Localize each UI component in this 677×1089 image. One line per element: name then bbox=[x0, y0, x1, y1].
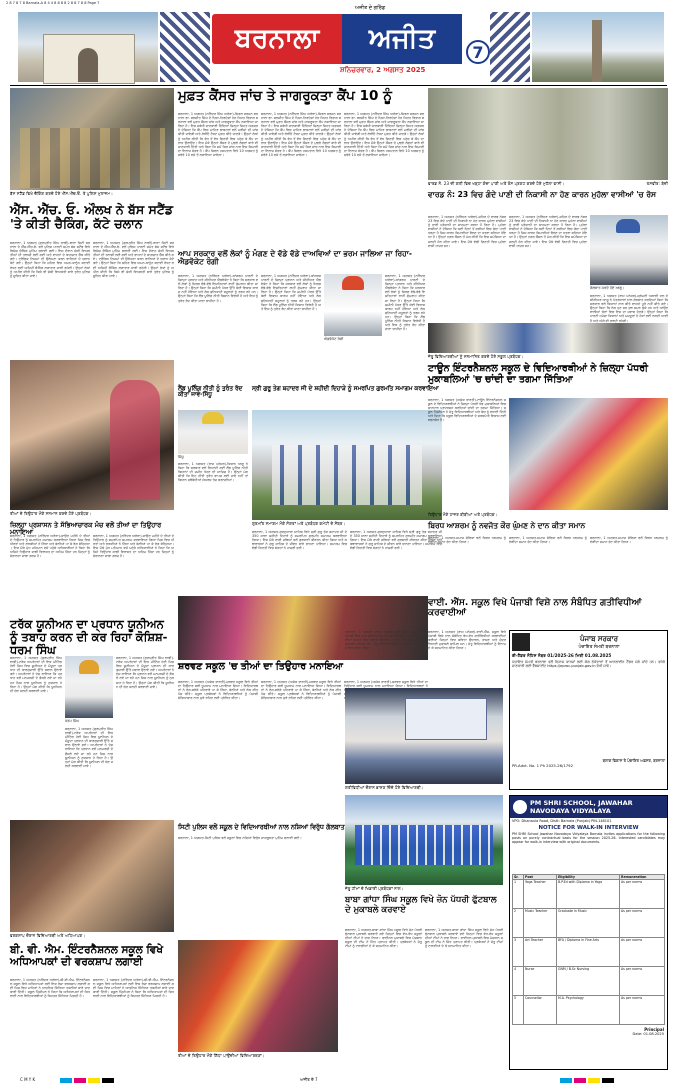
headline-shravan: ਸ਼ਰਵਣ ਸਕੂਲ 'ਚ ਤੀਆਂ ਦਾ ਤਿਉਹਾਰ ਮਨਾਇਆ bbox=[178, 661, 343, 672]
photo-gidha bbox=[178, 940, 338, 1052]
footer-strip: C M Y K ਅਜੀਤ ਦੇ 7 bbox=[0, 1075, 677, 1087]
headline-police-talk: ਸਿਟੀ ਪੁਲਿਸ ਵਲੋਂ ਸਕੂਲ ਦੇ ਵਿਦਿਆਰਥੀਆਂ ਨਾਲ ਨਸ਼ਿਆਂ ਵਿਰੁੱਧ ਗੱਲਬਾਤ bbox=[178, 824, 345, 831]
photo-leader bbox=[590, 215, 668, 285]
body-ward-col1: ਬਰਨਾਲਾ, 1 ਅਗਸਤ (ਨਰਿੰਦਰ ਅਰੋੜਾ)-ਸ਼ਹਿਰ ਦੇ ਵਾਰਡ ਨੰਬਰ 23 ਵਿਚ ਗੰਦੇ ਪਾਣੀ ਦੀ ਨਿਕਾਸੀ ਨਾ ਹੋਣ ਕਾਰਨ ਮੁਹੱਲਾ ਵਾਸੀਆਂ ਨੂੰ ਭਾਰੀ ਪ੍ਰੇਸ਼ਾਨੀ ਦਾ ਸਾਹਮਣਾ ਕਰਨਾ ਪੈ ਰਿਹਾ ਹੈ। ਮੁਹੱਲਾ ਵਾਸੀਆਂ ਨੇ ਦੱਸਿਆ ਕਿ ਕਈ ਦਿਨਾਂ ਤੋਂ ਗਲੀਆਂ ਵਿਚ ਗੰਦਾ ਪਾਣੀ ਖੜ੍ਹਾ ਹੈ ਜਿਸ ਕਾਰਨ ਬਿਮਾਰੀਆਂ ਫੈਲਣ ਦਾ ਖ਼ਤਰਾ ਬਣਿਆ ਹੋਇਆ ਹੈ। ਉਨ੍ਹਾਂ ਨਗਰ ਕੌਂਸਲ ਤੋਂ ਮੰਗ ਕੀਤੀ ਕਿ ਇਸ ਸਮੱਸਿਆ ਦਾ ਜਲਦੀ ਹੱਲ ਕੀਤਾ ਜਾਵੇ। ਇਸ ਮੌਕੇ ਵੱਡੀ ਗਿਣਤੀ ਵਿਚ ਮੁਹੱਲਾ ਵਾਸੀ ਹਾਜ਼ਰ ਸਨ। bbox=[428, 215, 506, 248]
clock-tower bbox=[592, 20, 602, 82]
body-police-talk: ਬਰਨਾਲਾ, 1 ਅਗਸਤ-ਸਿਟੀ ਪੁਲਿਸ ਵਲੋਂ ਸਕੂਲਾਂ ਵਿਚ ਨਸ਼ਿਆਂ ਵਿਰੁੱਧ ਜਾਗਰੂਕਤਾ ਮੁਹਿੰਮ ਚਲਾਈ ਗਈ। bbox=[178, 836, 302, 840]
headline-ys-school: ਵਾਈ. ਐੱਸ. ਸਕੂਲ ਵਿਖੇ ਪੰਜਾਬੀ ਵਿਸ਼ੇ ਨਾਲ ਸੰਬੰਧਿਤ ਗਤੀਵਿਧੀਆਂ ਕਰਵਾਈਆਂ bbox=[428, 598, 642, 619]
body-football-col2: ਬਰਨਾਲਾ, 1 ਅਗਸਤ-ਬਾਬਾ ਗਾਂਧਾ ਸਿੰਘ ਸਕੂਲ ਵਿਖੇ ਜ਼ੋਨ ਪੱਧਰੀ ਫੁੱਟਬਾਲ ਮੁਕਾਬਲੇ ਕਰਵਾਏ ਗਏ ਜਿਨ੍ਹਾਂ ਵਿਚ ਵੱਖ-ਵੱਖ ਸਕੂਲਾਂ ਦੀਆਂ ਟੀਮਾਂ ਨੇ ਭਾਗ ਲਿਆ। ਫਾਈਨਲ ਮੁਕਾਬਲੇ ਵਿਚ ਮੇਜ਼ਬਾਨ ਸਕੂਲ ਦੀ ਟੀਮ ਨੇ ਜਿੱਤ ਪ੍ਰਾਪਤ ਕੀਤੀ। ਪ੍ਰਬੰਧਕਾਂ ਨੇ ਜੇਤੂ ਟੀਮਾਂ ਨੂੰ ਟਰਾਫ਼ੀਆਂ ਦੇ ਕੇ ਸਨਮਾਨਿਤ ਕੀਤਾ। bbox=[425, 928, 503, 949]
page-number: 7 bbox=[466, 40, 490, 64]
caption-ys: ਗਤੀਵਿਧੀਆਂ ਦੌਰਾਨ ਭਾਸ਼ਣ ਦਿੰਦੇ ਹੋਏ ਵਿਦਿਆਰਥੀ। bbox=[345, 785, 424, 790]
body-sho-col2: ਬਰਨਾਲਾ, 1 ਅਗਸਤ (ਗੁਰਪ੍ਰੀਤ ਸਿੰਘ ਲਾਡੀ)-ਥਾਣਾ ਸਿਟੀ ਬਰਨਾਲਾ ਦੇ ਐੱਸ.ਐੱਚ.ਓ. ਵਲੋਂ ਪੁਲਿਸ ਪਾਰਟੀ ਸਮੇਤ ਬੱਸ ਸਟੈਂਡ ਵਿਖੇ ਵਿਸ਼ੇਸ਼ ਚੈਕਿੰਗ ਮੁਹਿੰਮ ਚਲਾਈ ਗਈ। ਇਸ ਦੌਰਾਨ ਸ਼ੱਕੀ ਵਿਅਕਤੀਆਂ ਦੀ ਤਲਾਸ਼ੀ ਲਈ ਗਈ ਅਤੇ ਵਾਹਨਾਂ ਦੇ ਕਾਗ਼ਜ਼ਾਤ ਚੈੱਕ ਕੀਤੇ ਗਏ। ਟ੍ਰੈਫ਼ਿਕ ਨਿਯਮਾਂ ਦੀ ਉਲੰਘਣਾ ਕਰਨ ਵਾਲਿਆਂ ਦੇ ਚਲਾਨ ਕੱਟੇ ਗਏ। ਉਨ੍ਹਾਂ ਕਿਹਾ ਕਿ ਸ਼ਹਿਰ ਵਿਚ ਅਮਨ-ਕਾਨੂੰਨ ਬਣਾਈ ਰੱਖਣ ਲਈ ਅਜਿਹੀ ਚੈਕਿੰਗ ਲਗਾਤਾਰ ਜਾਰੀ ਰਹੇਗੀ। ਉਨ੍ਹਾਂ ਲੋਕਾਂ ਨੂੰ ਅਪੀਲ ਕੀਤੀ ਕਿ ਕਿਸੇ ਵੀ ਸ਼ੱਕੀ ਵਿਅਕਤੀ ਬਾਰੇ ਤੁਰੰਤ ਪੁਲਿਸ ਨੂੰ ਸੂਚਿਤ ਕੀਤਾ ਜਾਵੇ। bbox=[93, 241, 174, 278]
caption-ward-water: ਵਾਰਡ ਨੰ. 23 ਦੀ ਗਲੀ ਵਿਚ ਖੜ੍ਹਾ ਗੰਦਾ ਪਾਣੀ ਅਤੇ ਰੋਸ ਪ੍ਰਗਟ ਕਰਦੇ ਹੋਏ ਮੁਹੱਲਾ ਵਾਸੀ। bbox=[428, 181, 565, 186]
headline-town-school: ਟਾਊਨ ਇੰਟਰਨੈਸ਼ਨਲ ਸਕੂਲ ਦੇ ਵਿਦਿਆਰਥੀਆਂ ਨੇ ਜ਼ਿਲ੍ਹਾ ਪੱਧਰੀ ਮੁਕਾਬਲਿਆਂ 'ਚ ਚਾਂਦੀ ਦਾ ਤਗਮਾ ਜਿੱਤਿਆ bbox=[428, 363, 648, 385]
caption-town-school: ਜੇਤੂ ਵਿਦਿਆਰਥੀਆਂ ਨੂੰ ਸਨਮਾਨਿਤ ਕਰਦੇ ਹੋਏ ਸਕੂਲ ਪ੍ਰਬੰਧਕ। bbox=[428, 354, 524, 359]
photo-ward-water bbox=[428, 88, 668, 180]
table-row: 2 Music Teacher Graduate in Music As per norms bbox=[513, 909, 664, 938]
body-ghuman-col3: ਬਰਨਾਲਾ, 1 ਅਗਸਤ-ਸਮਾਜ ਸੇਵਿਕਾ ਵਲੋਂ ਬਿਰਧ ਆਸ਼ਰਮ ਨੂੰ ਲੋੜੀਂਦਾ ਸਮਾਨ ਭੇਟ ਕੀਤਾ ਗਿਆ। bbox=[590, 536, 668, 545]
photo-town-students bbox=[509, 398, 668, 510]
magenta-swatch bbox=[74, 1078, 86, 1083]
headline-football: ਬਾਬਾ ਗਾਂਧਾ ਸਿੰਘ ਸਕੂਲ ਵਿਖੇ ਜ਼ੋਨ ਪੱਧਰੀ ਫੁੱਟਬਾਲ ਦੇ ਮੁਕਾਬਲੇ ਕਰਵਾਏ bbox=[345, 895, 497, 915]
body-land-pooling: ਬਰਨਾਲਾ, 1 ਅਗਸਤ (ਰਾਜ ਪਨੇਸਰ)-ਕਿਸਾਨ ਆਗੂ ਨੇ ਕਿਹਾ ਕਿ ਸਰਕਾਰ ਵਲੋਂ ਲਿਆਂਦੀ ਗਈ ਲੈਂਡ ਪੂਲਿੰਗ ਨੀਤੀ ਕਿਸਾਨਾਂ ਦੀ ਜ਼ਮੀਨ ਖੋਹਣ ਦੀ ਸਾਜ਼ਿਸ਼ ਹੈ। ਉਨ੍ਹਾਂ ਮੰਗ ਕੀਤੀ ਕਿ ਇਹ ਨੀਤੀ ਤੁਰੰਤ ਵਾਪਸ ਲਈ ਜਾਵੇ ਨਹੀਂ ਤਾਂ ਕਿਸਾਨ ਜਥੇਬੰਦੀਆਂ ਸੰਘਰਸ਼ ਤੇਜ਼ ਕਰਨਗੀਆਂ। bbox=[178, 462, 248, 483]
caption-teeyan: ਤੀਆਂ ਦੇ ਤਿਉਹਾਰ ਮੌਕੇ ਸਨਮਾਨ ਕਰਦੇ ਹੋਏ ਪ੍ਰਬੰਧਕ। bbox=[10, 511, 92, 516]
caption-football: ਜੇਤੂ ਟੀਮਾਂ ਦੇ ਖਿਡਾਰੀ ਪ੍ਰਬੰਧਕਾਂ ਨਾਲ। bbox=[345, 886, 404, 891]
body-aap-col2: ਬਰਨਾਲਾ, 1 ਅਗਸਤ (ਨਰਿੰਦਰ ਅਰੋੜਾ)-ਕਾਂਗਰਸ ਪਾਰਟੀ ਦੇ ਜ਼ਿਲ੍ਹਾ ਪ੍ਰਧਾਨ ਅਤੇ ਸੀਨੀਅਰ ਐਡਵੋਕੇਟ ਨੇ ਕਿਹਾ ਕਿ ਸਰਕਾਰ ਵਲੋਂ ਲੋਕਾਂ ਨੂੰ ਸਿਰਫ਼ ਵੱਡੇ-ਵੱਡੇ ਇਸ਼ਤਿਹਾਰਾਂ ਰਾਹੀਂ ਗੁੰਮਰਾਹ ਕੀਤਾ ਜਾ ਰਿਹਾ ਹੈ। ਉਨ੍ਹਾਂ ਕਿਹਾ ਕਿ ਜ਼ਮੀਨੀ ਪੱਧਰ ਉੱਤੇ ਕੋਈ ਵਿਕਾਸ ਕਾਰਜ ਨਹੀਂ ਹੋਇਆ ਅਤੇ ਲੋਕ ਬੁਨਿਆਦੀ ਸਹੂਲਤਾਂ ਨੂੰ ਤਰਸ ਰਹੇ ਹਨ। ਉਨ੍ਹਾਂ ਕਿਹਾ ਕਿ ਲੈਂਡ ਪੂਲਿੰਗ ਨੀਤੀ ਕਿਸਾਨ ਵਿਰੋਧੀ ਹੈ ਅਤੇ ਇਸ ਨੂੰ ਤੁਰੰਤ ਰੱਦ ਕੀਤਾ ਜਾਣਾ ਚਾਹੀਦਾ ਹੈ। bbox=[261, 274, 321, 311]
table-row: 4 Nurse GNM / B.Sc Nursing As per norms bbox=[513, 967, 664, 996]
body-ys-col2: ਬਰਨਾਲਾ, 1 ਅਗਸਤ (ਰਾਜ ਪਨੇਸਰ)-ਵਾਈ.ਐੱਸ. ਸਕੂਲ ਵਿਖੇ ਪੰਜਾਬੀ ਵਿਸ਼ੇ ਨਾਲ ਸੰਬੰਧਿਤ ਵੱਖ-ਵੱਖ ਗਤੀਵਿਧੀਆਂ ਕਰਵਾਈਆਂ ਗਈਆਂ ਜਿਨ੍ਹਾਂ ਵਿਚ ਕਵਿਤਾ ਉਚਾਰਨ, ਭਾਸ਼ਣ ਅਤੇ ਸੁੰਦਰ ਲਿਖਾਈ ਮੁਕਾਬਲੇ ਸ਼ਾਮਿਲ ਸਨ। ਜੇਤੂ ਵਿਦਿਆਰਥੀਆਂ ਨੂੰ ਇਨਾਮ ਦੇ ਕੇ ਸਨਮਾਨਿਤ ਕੀਤਾ ਗਿਆ। bbox=[428, 630, 506, 651]
photo-credit-ward: ਤਸਵੀਰ: ਬੇਦੀ bbox=[646, 181, 668, 186]
body-sho-col1: ਬਰਨਾਲਾ, 1 ਅਗਸਤ (ਗੁਰਪ੍ਰੀਤ ਸਿੰਘ ਲਾਡੀ)-ਥਾਣਾ ਸਿਟੀ ਬਰਨਾਲਾ ਦੇ ਐੱਸ.ਐੱਚ.ਓ. ਵਲੋਂ ਪੁਲਿਸ ਪਾਰਟੀ ਸਮੇਤ ਬੱਸ ਸਟੈਂਡ ਵਿਖੇ ਵਿਸ਼ੇਸ਼ ਚੈਕਿੰਗ ਮੁਹਿੰਮ ਚਲਾਈ ਗਈ। ਇਸ ਦੌਰਾਨ ਸ਼ੱਕੀ ਵਿਅਕਤੀਆਂ ਦੀ ਤਲਾਸ਼ੀ ਲਈ ਗਈ ਅਤੇ ਵਾਹਨਾਂ ਦੇ ਕਾਗ਼ਜ਼ਾਤ ਚੈੱਕ ਕੀਤੇ ਗਏ। ਟ੍ਰੈਫ਼ਿਕ ਨਿਯਮਾਂ ਦੀ ਉਲੰਘਣਾ ਕਰਨ ਵਾਲਿਆਂ ਦੇ ਚਲਾਨ ਕੱਟੇ ਗਏ। ਉਨ੍ਹਾਂ ਕਿਹਾ ਕਿ ਸ਼ਹਿਰ ਵਿਚ ਅਮਨ-ਕਾਨੂੰਨ ਬਣਾਈ ਰੱਖਣ ਲਈ ਅਜਿਹੀ ਚੈਕਿੰਗ ਲਗਾਤਾਰ ਜਾਰੀ ਰਹੇਗੀ। ਉਨ੍ਹਾਂ ਲੋਕਾਂ ਨੂੰ ਅਪੀਲ ਕੀਤੀ ਕਿ ਕਿਸੇ ਵੀ ਸ਼ੱਕੀ ਵਿਅਕਤੀ ਬਾਰੇ ਤੁਰੰਤ ਪੁਲਿਸ ਨੂੰ ਸੂਚਿਤ ਕੀਤਾ ਜਾਵੇ। bbox=[10, 241, 90, 278]
photo-police-checking bbox=[10, 88, 174, 190]
caption-rangi: ਐਡਵੋਕੇਟ ਰੰਗੀ bbox=[324, 337, 344, 341]
body-teeyan-col1: ਬਰਨਾਲਾ, 1 ਅਗਸਤ (ਨਰਿੰਦਰ ਅਰੋੜਾ)-ਸਾਉਣ ਮਹੀਨੇ ਦੇ ਤੀਆਂ ਦੇ ਤਿਉਹਾਰ ਨੂੰ ਸਮਰਪਿਤ ਸਮਾਗਮ ਕਰਵਾਇਆ ਗਿਆ ਜਿਸ ਵਿਚ ਔਰਤਾਂ ਅਤੇ ਲੜਕੀਆਂ ਨੇ ਗਿੱਧਾ ਅਤੇ ਬੋਲੀਆਂ ਪਾ ਕੇ ਰੰਗ ਬੰਨ੍ਹਿਆ। ਇਸ ਮੌਕੇ ਮੁੱਖ ਮਹਿਮਾਨ ਵਜੋਂ ਪਹੁੰਚੇ ਅਧਿਕਾਰੀਆਂ ਨੇ ਕਿਹਾ ਕਿ ਅਜਿਹੇ ਤਿਉਹਾਰ ਸਾਡੀ ਵਿਰਾਸਤ ਦਾ ਅਹਿਮ ਹਿੱਸਾ ਹਨ ਜਿਨ੍ਹਾਂ ਨੂੰ ਸੰਭਾਲਣਾ ਸਾਡਾ ਫ਼ਰਜ਼ ਹੈ। bbox=[10, 534, 90, 559]
photo-dharam-singh bbox=[65, 656, 113, 718]
school-logo-icon bbox=[513, 800, 527, 814]
caption-gurmat: ਗੁਰਮਤਿ ਸਮਾਗਮ ਮੌਕੇ ਸੰਗਤਾਂ ਅਤੇ ਪ੍ਰਬੰਧਕ ਕਮੇਟੀ ਦੇ ਮੈਂਬਰ। bbox=[252, 521, 346, 526]
body-gurmat-col2: ਬਰਨਾਲਾ, 1 ਅਗਸਤ-ਗੁਰਦੁਆਰਾ ਸਾਹਿਬ ਵਿਖੇ ਸ੍ਰੀ ਗੁਰੂ ਤੇਗ ਬਹਾਦਰ ਜੀ ਦੇ 350 ਸਾਲਾ ਸ਼ਹੀਦੀ ਦਿਹਾੜੇ ਨੂੰ ਸਮਰਪਿਤ ਗੁਰਮਤਿ ਸਮਾਗਮ ਕਰਵਾਇਆ ਗਿਆ। ਇਸ ਮੌਕੇ ਰਾਗੀ ਜਥਿਆਂ ਵਲੋਂ ਗੁਰਬਾਣੀ ਕੀਰਤਨ ਕੀਤਾ ਗਿਆ ਅਤੇ ਕਥਾਵਾਚਕਾਂ ਨੇ ਗੁਰੂ ਸਾਹਿਬ ਦੇ ਜੀਵਨ ਬਾਰੇ ਚਾਨਣਾ ਪਾਇਆ। ਸਮਾਗਮ ਵਿਚ ਵੱਡੀ ਗਿਣਤੀ ਵਿਚ ਸੰਗਤਾਂ ਨੇ ਹਾਜ਼ਰੀ ਭਰੀ। bbox=[350, 530, 442, 551]
ad-punjab-government: ਪੰਜਾਬ ਸਰਕਾਰ ਪੰਚਾਇਤ ਸੰਮਤੀ ਬਰਨਾਲਾ ਈ-ਟੈਂਡਰ ਨੋਟਿਸ ਨੰਬਰ 01/2025-26 ਮਿਤੀ 01.08.2025 ਪੰਚਾਇਤ ਸੰਮਤੀ ਬਰਨਾਲਾ ਵਲੋਂ ਵਿਕਾਸ ਕਾਰਜਾਂ ਲਈ ਯੋਗ ਠੇਕੇਦਾਰਾਂ ਤੋਂ ਆਨਲਾਈਨ ਟੈਂਡਰ ਮੰਗੇ ਜਾਂਦੇ ਹਨ। ਵਧੇਰੇ ਜਾਣਕਾਰੀ ਲਈ ਵੈੱਬਸਾਈਟ https://eproc.punjab.gov.in ਵੇਖੀ ਜਾਵੇ। ਬਲਾਕ ਵਿਕਾਸ ਤੇ ਪੰਚਾਇਤ ਅਫ਼ਸਰ, ਬਰਨਾਲਾ PR-Advt. No. 1 Ph 2025-26/1792 bbox=[509, 630, 668, 790]
body-ghuman-col2: ਬਰਨਾਲਾ, 1 ਅਗਸਤ-ਸਮਾਜ ਸੇਵਿਕਾ ਵਲੋਂ ਬਿਰਧ ਆਸ਼ਰਮ ਨੂੰ ਲੋੜੀਂਦਾ ਸਮਾਨ ਭੇਟ ਕੀਤਾ ਗਿਆ। bbox=[509, 536, 587, 545]
body-bvm-col1: ਬਰਨਾਲਾ, 1 ਅਗਸਤ (ਨਰਿੰਦਰ ਅਰੋੜਾ)-ਬੀ.ਵੀ.ਐਮ. ਇੰਟਰਨੈਸ਼ਨਲ ਸਕੂਲ ਵਿਖੇ ਅਧਿਆਪਕਾਂ ਲਈ ਇਕ ਰੋਜ਼ਾ ਵਰਕਸ਼ਾਪ ਲਗਾਈ ਗਈ ਜਿਸ ਵਿਚ ਮਾਹਿਰਾਂ ਨੇ ਆਧੁਨਿਕ ਸਿੱਖਿਆ ਤਕਨੀਕਾਂ ਬਾਰੇ ਜਾਣਕਾਰੀ ਦਿੱਤੀ। ਸਕੂਲ ਪਿ੍ੰਸੀਪਲ ਨੇ ਕਿਹਾ ਕਿ ਅਧਿਆਪਕਾਂ ਦੀ ਸਿਖਲਾਈ ਨਾਲ ਵਿਦਿਆਰਥੀਆਂ ਨੂੰ ਬਿਹਤਰ ਸਿੱਖਿਆ ਮਿਲਦੀ ਹੈ। bbox=[10, 978, 90, 999]
body-aap-col3: ਬਰਨਾਲਾ, 1 ਅਗਸਤ (ਨਰਿੰਦਰ ਅਰੋੜਾ)-ਕਾਂਗਰਸ ਪਾਰਟੀ ਦੇ ਜ਼ਿਲ੍ਹਾ ਪ੍ਰਧਾਨ ਅਤੇ ਸੀਨੀਅਰ ਐਡਵੋਕੇਟ ਨੇ ਕਿਹਾ ਕਿ ਸਰਕਾਰ ਵਲੋਂ ਲੋਕਾਂ ਨੂੰ ਸਿਰਫ਼ ਵੱਡੇ-ਵੱਡੇ ਇਸ਼ਤਿਹਾਰਾਂ ਰਾਹੀਂ ਗੁੰਮਰਾਹ ਕੀਤਾ ਜਾ ਰਿਹਾ ਹੈ। ਉਨ੍ਹਾਂ ਕਿਹਾ ਕਿ ਜ਼ਮੀਨੀ ਪੱਧਰ ਉੱਤੇ ਕੋਈ ਵਿਕਾਸ ਕਾਰਜ ਨਹੀਂ ਹੋਇਆ ਅਤੇ ਲੋਕ ਬੁਨਿਆਦੀ ਸਹੂਲਤਾਂ ਨੂੰ ਤਰਸ ਰਹੇ ਹਨ। ਉਨ੍ਹਾਂ ਕਿਹਾ ਕਿ ਲੈਂਡ ਪੂਲਿੰਗ ਨੀਤੀ ਕਿਸਾਨ ਵਿਰੋਧੀ ਹੈ ਅਤੇ ਇਸ ਨੂੰ ਤੁਰੰਤ ਰੱਦ ਕੀਤਾ ਜਾਣਾ ਚਾਹੀਦਾ ਹੈ। bbox=[385, 274, 425, 332]
photo-football-team bbox=[345, 795, 503, 885]
headline-teeyan: ਜ਼ਿਲ੍ਹਾ ਪ੍ਰਸ਼ਾਸਨ ਤੇ ਸੱਭਿਆਚਾਰਕ ਮੰਚ ਵਲੋਂ ਤੀਆਂ ਦਾ ਤਿਉਹਾਰ ਮਨਾਇਆ bbox=[10, 521, 162, 537]
body-cancer-col3: ਬਰਨਾਲਾ, 1 ਅਗਸਤ (ਨਰਿੰਦਰ ਸਿੰਘ ਅਰੋੜਾ)-ਸਿਵਲ ਸਰਜਨ ਬਰਨਾਲਾ ਡਾ. ਬਲਜੀਤ ਸਿੰਘ ਦੇ ਦਿਸ਼ਾ-ਨਿਰਦੇਸ਼ਾਂ ਹੇਠ ਸਿਹਤ ਵਿਭਾਗ ਬਰਨਾਲਾ ਵਲੋਂ ਮੁਫ਼ਤ ਕੈਂਸਰ ਜਾਂਚ ਅਤੇ ਜਾਗਰੂਕਤਾ ਕੈਂਪ ਲਗਾਇਆ ਜਾ ਰਿਹਾ ਹੈ। ਇਸ ਸਬੰਧੀ ਜਾਣਕਾਰੀ ਦਿੰਦਿਆਂ ਜ਼ਿਲ੍ਹਾ ਸਿਹਤ ਅਫ਼ਸਰ ਨੇ ਦੱਸਿਆ ਕਿ ਕੈਂਪ ਵਿਚ ਮਾਹਿਰ ਡਾਕਟਰਾਂ ਵਲੋਂ ਮਰੀਜ਼ਾਂ ਦੀ ਜਾਂਚ ਕੀਤੀ ਜਾਵੇਗੀ ਅਤੇ ਲੋੜੀਂਦੇ ਟੈਸਟ ਮੁਫ਼ਤ ਕੀਤੇ ਜਾਣਗੇ। ਉਨ੍ਹਾਂ ਲੋਕਾਂ ਨੂੰ ਅਪੀਲ ਕੀਤੀ ਕਿ ਵੱਧ ਤੋਂ ਵੱਧ ਗਿਣਤੀ ਵਿਚ ਪਹੁੰਚ ਕੇ ਕੈਂਪ ਦਾ ਲਾਭ ਉਠਾਉਣ। ਇਸ ਮੌਕੇ ਉਨ੍ਹਾਂ ਕੈਂਸਰ ਦੇ ਮੁਢਲੇ ਲੱਛਣਾਂ ਬਾਰੇ ਵੀ ਜਾਣਕਾਰੀ ਦਿੱਤੀ ਅਤੇ ਕਿਹਾ ਕਿ ਸਮੇਂ ਸਿਰ ਜਾਂਚ ਨਾਲ ਇਸ ਬਿਮਾਰੀ ਦਾ ਇਲਾਜ ਸੰਭਵ ਹੈ। ਕੈਂਪ ਸਿਵਲ ਹਸਪਤਾਲ ਵਿਖੇ 10 ਅਗਸਤ ਨੂੰ ਸਵੇਰੇ 10 ਵਜੇ ਤੋਂ ਲਗਾਇਆ ਜਾਵੇਗਾ। bbox=[344, 112, 424, 157]
caption-leader: ਗੱਲਬਾਤ ਕਰਦੇ ਹੋਏ ਆਗੂ। bbox=[590, 286, 625, 290]
headline-aap-jhootha: ਆਪ ਸਰਕਾਰ ਵਲੋਂ ਲੋਕਾਂ ਨੂੰ ਮੰਗਣ ਦੇ ਵੱਡੇ ਵੱਡੇ ਦਾਅਵਿਆਂ ਦਾ ਭਰਮ ਜਾਲਿਆ ਜਾ ਰਿਹਾ-ਐਡਵੋਕੇਟ ਰੰਗੀ bbox=[178, 249, 412, 267]
body-ys-col1: ਬਰਨਾਲਾ, 1 ਅਗਸਤ (ਰਾਜ ਪਨੇਸਰ)-ਵਾਈ.ਐੱਸ. ਸਕੂਲ ਵਿਖੇ ਪੰਜਾਬੀ ਵਿਸ਼ੇ ਨਾਲ ਸੰਬੰਧਿਤ ਵੱਖ-ਵੱਖ ਗਤੀਵਿਧੀਆਂ ਕਰਵਾਈਆਂ ਗਈਆਂ ਜਿਨ੍ਹਾਂ ਵਿਚ ਕਵਿਤਾ ਉਚਾਰਨ, ਭਾਸ਼ਣ ਅਤੇ ਸੁੰਦਰ ਲਿਖਾਈ ਮੁਕਾਬਲੇ ਸ਼ਾਮਿਲ ਸਨ। ਜੇਤੂ ਵਿਦਿਆਰਥੀਆਂ ਨੂੰ ਇਨਾਮ ਦੇ ਕੇ ਸਨਮਾਨਿਤ ਕੀਤਾ ਗਿਆ। bbox=[345, 630, 425, 651]
photo-advocate-rangi bbox=[324, 274, 382, 336]
caption-dharam: ਧਰਮ ਸਿੰਘ bbox=[65, 719, 80, 723]
body-teeyan-col2: ਬਰਨਾਲਾ, 1 ਅਗਸਤ (ਨਰਿੰਦਰ ਅਰੋੜਾ)-ਸਾਉਣ ਮਹੀਨੇ ਦੇ ਤੀਆਂ ਦੇ ਤਿਉਹਾਰ ਨੂੰ ਸਮਰਪਿਤ ਸਮਾਗਮ ਕਰਵਾਇਆ ਗਿਆ ਜਿਸ ਵਿਚ ਔਰਤਾਂ ਅਤੇ ਲੜਕੀਆਂ ਨੇ ਗਿੱਧਾ ਅਤੇ ਬੋਲੀਆਂ ਪਾ ਕੇ ਰੰਗ ਬੰਨ੍ਹਿਆ। ਇਸ ਮੌਕੇ ਮੁੱਖ ਮਹਿਮਾਨ ਵਜੋਂ ਪਹੁੰਚੇ ਅਧਿਕਾਰੀਆਂ ਨੇ ਕਿਹਾ ਕਿ ਅਜਿਹੇ ਤਿਉਹਾਰ ਸਾਡੀ ਵਿਰਾਸਤ ਦਾ ਅਹਿਮ ਹਿੱਸਾ ਹਨ ਜਿਨ੍ਹਾਂ ਨੂੰ ਸੰਭਾਲਣਾ ਸਾਡਾ ਫ਼ਰਜ਼ ਹੈ। bbox=[93, 534, 174, 559]
header-pattern-right bbox=[490, 12, 530, 82]
body-cancer-col2: ਬਰਨਾਲਾ, 1 ਅਗਸਤ (ਨਰਿੰਦਰ ਸਿੰਘ ਅਰੋੜਾ)-ਸਿਵਲ ਸਰਜਨ ਬਰਨਾਲਾ ਡਾ. ਬਲਜੀਤ ਸਿੰਘ ਦੇ ਦਿਸ਼ਾ-ਨਿਰਦੇਸ਼ਾਂ ਹੇਠ ਸਿਹਤ ਵਿਭਾਗ ਬਰਨਾਲਾ ਵਲੋਂ ਮੁਫ਼ਤ ਕੈਂਸਰ ਜਾਂਚ ਅਤੇ ਜਾਗਰੂਕਤਾ ਕੈਂਪ ਲਗਾਇਆ ਜਾ ਰਿਹਾ ਹੈ। ਇਸ ਸਬੰਧੀ ਜਾਣਕਾਰੀ ਦਿੰਦਿਆਂ ਜ਼ਿਲ੍ਹਾ ਸਿਹਤ ਅਫ਼ਸਰ ਨੇ ਦੱਸਿਆ ਕਿ ਕੈਂਪ ਵਿਚ ਮਾਹਿਰ ਡਾਕਟਰਾਂ ਵਲੋਂ ਮਰੀਜ਼ਾਂ ਦੀ ਜਾਂਚ ਕੀਤੀ ਜਾਵੇਗੀ ਅਤੇ ਲੋੜੀਂਦੇ ਟੈਸਟ ਮੁਫ਼ਤ ਕੀਤੇ ਜਾਣਗੇ। ਉਨ੍ਹਾਂ ਲੋਕਾਂ ਨੂੰ ਅਪੀਲ ਕੀਤੀ ਕਿ ਵੱਧ ਤੋਂ ਵੱਧ ਗਿਣਤੀ ਵਿਚ ਪਹੁੰਚ ਕੇ ਕੈਂਪ ਦਾ ਲਾਭ ਉਠਾਉਣ। ਇਸ ਮੌਕੇ ਉਨ੍ਹਾਂ ਕੈਂਸਰ ਦੇ ਮੁਢਲੇ ਲੱਛਣਾਂ ਬਾਰੇ ਵੀ ਜਾਣਕਾਰੀ ਦਿੱਤੀ ਅਤੇ ਕਿਹਾ ਕਿ ਸਮੇਂ ਸਿਰ ਜਾਂਚ ਨਾਲ ਇਸ ਬਿਮਾਰੀ ਦਾ ਇਲਾਜ ਸੰਭਵ ਹੈ। ਕੈਂਪ ਸਿਵਲ ਹਸਪਤਾਲ ਵਿਖੇ 10 ਅਗਸਤ ਨੂੰ ਸਵੇਰੇ 10 ਵਜੇ ਤੋਂ ਲਗਾਇਆ ਜਾਵੇਗਾ। bbox=[261, 112, 341, 157]
yellow-swatch bbox=[88, 1078, 100, 1083]
caption-bvm: ਵਰਕਸ਼ਾਪ ਦੌਰਾਨ ਵਿਦਿਆਰਥੀ ਅਤੇ ਅਧਿਆਪਕ। bbox=[10, 933, 86, 938]
punjab-emblem-icon bbox=[512, 633, 530, 651]
caption-sidhu: ਸਿੱਧੂ bbox=[178, 455, 184, 459]
body-aap-col1: ਬਰਨਾਲਾ, 1 ਅਗਸਤ (ਨਰਿੰਦਰ ਅਰੋੜਾ)-ਕਾਂਗਰਸ ਪਾਰਟੀ ਦੇ ਜ਼ਿਲ੍ਹਾ ਪ੍ਰਧਾਨ ਅਤੇ ਸੀਨੀਅਰ ਐਡਵੋਕੇਟ ਨੇ ਕਿਹਾ ਕਿ ਸਰਕਾਰ ਵਲੋਂ ਲੋਕਾਂ ਨੂੰ ਸਿਰਫ਼ ਵੱਡੇ-ਵੱਡੇ ਇਸ਼ਤਿਹਾਰਾਂ ਰਾਹੀਂ ਗੁੰਮਰਾਹ ਕੀਤਾ ਜਾ ਰਿਹਾ ਹੈ। ਉਨ੍ਹਾਂ ਕਿਹਾ ਕਿ ਜ਼ਮੀਨੀ ਪੱਧਰ ਉੱਤੇ ਕੋਈ ਵਿਕਾਸ ਕਾਰਜ ਨਹੀਂ ਹੋਇਆ ਅਤੇ ਲੋਕ ਬੁਨਿਆਦੀ ਸਹੂਲਤਾਂ ਨੂੰ ਤਰਸ ਰਹੇ ਹਨ। ਉਨ੍ਹਾਂ ਕਿਹਾ ਕਿ ਲੈਂਡ ਪੂਲਿੰਗ ਨੀਤੀ ਕਿਸਾਨ ਵਿਰੋਧੀ ਹੈ ਅਤੇ ਇਸ ਨੂੰ ਤੁਰੰਤ ਰੱਦ ਕੀਤਾ ਜਾਣਾ ਚਾਹੀਦਾ ਹੈ। bbox=[178, 274, 258, 303]
photo-school-group bbox=[428, 323, 668, 353]
table-row: 5 Counsellor M.A. Psychology As per norms bbox=[513, 996, 664, 1024]
photo-teeyan-ceremony bbox=[10, 360, 174, 510]
cyan-swatch bbox=[60, 1078, 72, 1083]
body-shravan-col1: ਬਰਨਾਲਾ, 1 ਅਗਸਤ (ਅਸ਼ੋਕ ਭਾਰਤੀ)-ਸ਼ਰਵਣ ਸਕੂਲ ਵਿਖੇ ਤੀਆਂ ਦਾ ਤਿਉਹਾਰ ਬੜੀ ਧੂਮਧਾਮ ਨਾਲ ਮਨਾਇਆ ਗਿਆ। ਵਿਦਿਆਰਥਣਾਂ ਨੇ ਰੰਗ-ਬਰੰਗੇ ਪਹਿਰਾਵੇ ਪਾ ਕੇ ਗਿੱਧਾ, ਬੋਲੀਆਂ ਅਤੇ ਲੋਕ ਗੀਤ ਪੇਸ਼ ਕੀਤੇ। ਸਕੂਲ ਪ੍ਰਬੰਧਕਾਂ ਨੇ ਵਿਦਿਆਰਥੀਆਂ ਨੂੰ ਪੰਜਾਬੀ ਸੱਭਿਆਚਾਰ ਨਾਲ ਜੁੜੇ ਰਹਿਣ ਲਈ ਪ੍ਰੇਰਿਤ ਕੀਤਾ। bbox=[178, 680, 258, 701]
caption-gidha: ਤੀਆਂ ਦੇ ਤਿਉਹਾਰ ਮੌਕੇ ਗਿੱਧਾ ਪਾਉਂਦੀਆਂ ਵਿਦਿਆਰਥਣਾਂ। bbox=[178, 1053, 265, 1058]
body-bvm-col2: ਬਰਨਾਲਾ, 1 ਅਗਸਤ (ਨਰਿੰਦਰ ਅਰੋੜਾ)-ਬੀ.ਵੀ.ਐਮ. ਇੰਟਰਨੈਸ਼ਨਲ ਸਕੂਲ ਵਿਖੇ ਅਧਿਆਪਕਾਂ ਲਈ ਇਕ ਰੋਜ਼ਾ ਵਰਕਸ਼ਾਪ ਲਗਾਈ ਗਈ ਜਿਸ ਵਿਚ ਮਾਹਿਰਾਂ ਨੇ ਆਧੁਨਿਕ ਸਿੱਖਿਆ ਤਕਨੀਕਾਂ ਬਾਰੇ ਜਾਣਕਾਰੀ ਦਿੱਤੀ। ਸਕੂਲ ਪਿ੍ੰਸੀਪਲ ਨੇ ਕਿਹਾ ਕਿ ਅਧਿਆਪਕਾਂ ਦੀ ਸਿਖਲਾਈ ਨਾਲ ਵਿਦਿਆਰਥੀਆਂ ਨੂੰ ਬਿਹਤਰ ਸਿੱਖਿਆ ਮਿਲਦੀ ਹੈ। bbox=[93, 978, 174, 999]
headline-ghuman: ਬਿਰਧ ਆਸ਼ਰਮ ਨੂੰ ਨਵਜੋਤ ਕੌਰ ਘੁੰਮਣ ਨੇ ਦਾਨ ਕੀਤਾ ਸਮਾਨ bbox=[428, 521, 586, 530]
body-cancer-col1: ਬਰਨਾਲਾ, 1 ਅਗਸਤ (ਨਰਿੰਦਰ ਸਿੰਘ ਅਰੋੜਾ)-ਸਿਵਲ ਸਰਜਨ ਬਰਨਾਲਾ ਡਾ. ਬਲਜੀਤ ਸਿੰਘ ਦੇ ਦਿਸ਼ਾ-ਨਿਰਦੇਸ਼ਾਂ ਹੇਠ ਸਿਹਤ ਵਿਭਾਗ ਬਰਨਾਲਾ ਵਲੋਂ ਮੁਫ਼ਤ ਕੈਂਸਰ ਜਾਂਚ ਅਤੇ ਜਾਗਰੂਕਤਾ ਕੈਂਪ ਲਗਾਇਆ ਜਾ ਰਿਹਾ ਹੈ। ਇਸ ਸਬੰਧੀ ਜਾਣਕਾਰੀ ਦਿੰਦਿਆਂ ਜ਼ਿਲ੍ਹਾ ਸਿਹਤ ਅਫ਼ਸਰ ਨੇ ਦੱਸਿਆ ਕਿ ਕੈਂਪ ਵਿਚ ਮਾਹਿਰ ਡਾਕਟਰਾਂ ਵਲੋਂ ਮਰੀਜ਼ਾਂ ਦੀ ਜਾਂਚ ਕੀਤੀ ਜਾਵੇਗੀ ਅਤੇ ਲੋੜੀਂਦੇ ਟੈਸਟ ਮੁਫ਼ਤ ਕੀਤੇ ਜਾਣਗੇ। ਉਨ੍ਹਾਂ ਲੋਕਾਂ ਨੂੰ ਅਪੀਲ ਕੀਤੀ ਕਿ ਵੱਧ ਤੋਂ ਵੱਧ ਗਿਣਤੀ ਵਿਚ ਪਹੁੰਚ ਕੇ ਕੈਂਪ ਦਾ ਲਾਭ ਉਠਾਉਣ। ਇਸ ਮੌਕੇ ਉਨ੍ਹਾਂ ਕੈਂਸਰ ਦੇ ਮੁਢਲੇ ਲੱਛਣਾਂ ਬਾਰੇ ਵੀ ਜਾਣਕਾਰੀ ਦਿੱਤੀ ਅਤੇ ਕਿਹਾ ਕਿ ਸਮੇਂ ਸਿਰ ਜਾਂਚ ਨਾਲ ਇਸ ਬਿਮਾਰੀ ਦਾ ਇਲਾਜ ਸੰਭਵ ਹੈ। ਕੈਂਪ ਸਿਵਲ ਹਸਪਤਾਲ ਵਿਖੇ 10 ਅਗਸਤ ਨੂੰ ਸਵੇਰੇ 10 ਵਜੇ ਤੋਂ ਲਗਾਇਆ ਜਾਵੇਗਾ। bbox=[178, 112, 258, 157]
photo-ys-stage bbox=[345, 688, 503, 784]
body-truck-col2: ਬਰਨਾਲਾ, 1 ਅਗਸਤ (ਗੁਰਪ੍ਰੀਤ ਸਿੰਘ ਲਾਡੀ)-ਟਰੱਕ ਅਪਰੇਟਰਾਂ ਦੀ ਇਕ ਮੀਟਿੰਗ ਹੋਈ ਜਿਸ ਵਿਚ ਯੂਨੀਅਨ ਦੇ ਮੌਜੂਦਾ ਪ੍ਰਧਾਨ ਦੀ ਕਾਰਗੁਜ਼ਾਰੀ ਉੱਤੇ ਸਵਾਲ ਉਠਾਏ ਗਏ। ਅਪਰੇਟਰਾਂ ਨੇ ਦੋਸ਼ ਲਾਇਆ ਕਿ ਪ੍ਰਧਾਨ ਵਲੋਂ ਮਨਮਰਜ਼ੀ ਦੇ ਫ਼ੈਸਲੇ ਲਏ ਜਾ ਰਹੇ ਹਨ ਜਿਸ ਨਾਲ ਯੂਨੀਅਨ ਨੂੰ ਨੁਕਸਾਨ ਹੋ ਰਿਹਾ ਹੈ। ਉਨ੍ਹਾਂ ਮੰਗ ਕੀਤੀ ਕਿ ਯੂਨੀਅਨ ਦੀ ਚੋਣ ਜਲਦੀ ਕਰਵਾਈ ਜਾਵੇ। bbox=[116, 656, 174, 689]
headline-gurmat: ਸ੍ਰੀ ਗੁਰੂ ਤੇਗ ਬਹਾਦਰ ਜੀ ਦੇ ਸ਼ਹੀਦੀ ਦਿਹਾੜੇ ਨੂੰ ਸਮਰਪਿਤ ਗੁਰਮਤਿ ਸਮਾਗਮ ਕਰਵਾਇਆ bbox=[252, 386, 439, 392]
headline-cancer-camp: ਮੁਫ਼ਤ ਕੈਂਸਰ ਜਾਂਚ ਤੇ ਜਾਗਰੂਕਤਾ ਕੈਂਪ 10 ਨੂੰ bbox=[178, 88, 392, 104]
headline-bvm: ਬੀ. ਵੀ. ਐਮ. ਇੰਟਰਨੈਸ਼ਨਲ ਸਕੂਲ ਵਿਖੇ ਅਧਿਆਪਕਾਂ ਦੀ ਵਰਕਸ਼ਾਪ ਲਗਾਈ bbox=[10, 944, 164, 968]
black-swatch bbox=[102, 1078, 114, 1083]
headline-ward-water: ਵਾਰਡ ਨੰ: 23 ਵਿਚ ਗੰਦੇ ਪਾਣੀ ਦੀ ਨਿਕਾਸੀ ਨਾ ਹੋਣ ਕਾਰਨ ਮੁਹੱਲਾ ਵਾਸੀਆਂ 'ਚ ਰੋਸ bbox=[428, 190, 657, 199]
header-rule bbox=[10, 85, 667, 86]
header-photo-gate bbox=[18, 12, 158, 82]
vacancy-table bbox=[512, 874, 665, 1025]
body-ghuman-col1: ਬਰਨਾਲਾ, 1 ਅਗਸਤ-ਸਮਾਜ ਸੇਵਿਕਾ ਵਲੋਂ ਬਿਰਧ ਆਸ਼ਰਮ ਨੂੰ ਲੋੜੀਂਦਾ ਸਮਾਨ ਭੇਟ ਕੀਤਾ ਗਿਆ। bbox=[428, 536, 506, 545]
headline-sho: ਐੱਸ. ਐੱਚ. ਓ. ਔਲਖ ਨੇ ਬੱਸ ਸਟੈਂਡ 'ਤੇ ਕੀਤੀ ਚੈਕਿੰਗ, ਕੱਟੇ ਚਲਾਨ bbox=[10, 202, 173, 231]
header-pattern-left bbox=[160, 12, 210, 82]
body-shravan-col2: ਬਰਨਾਲਾ, 1 ਅਗਸਤ (ਅਸ਼ੋਕ ਭਾਰਤੀ)-ਸ਼ਰਵਣ ਸਕੂਲ ਵਿਖੇ ਤੀਆਂ ਦਾ ਤਿਉਹਾਰ ਬੜੀ ਧੂਮਧਾਮ ਨਾਲ ਮਨਾਇਆ ਗਿਆ। ਵਿਦਿਆਰਥਣਾਂ ਨੇ ਰੰਗ-ਬਰੰਗੇ ਪਹਿਰਾਵੇ ਪਾ ਕੇ ਗਿੱਧਾ, ਬੋਲੀਆਂ ਅਤੇ ਲੋਕ ਗੀਤ ਪੇਸ਼ ਕੀਤੇ। ਸਕੂਲ ਪ੍ਰਬੰਧਕਾਂ ਨੇ ਵਿਦਿਆਰਥੀਆਂ ਨੂੰ ਪੰਜਾਬੀ ਸੱਭਿਆਚਾਰ ਨਾਲ ਜੁੜੇ ਰਹਿਣ ਲਈ ਪ੍ਰੇਰਿਤ ਕੀਤਾ। bbox=[261, 680, 341, 701]
table-row: 1 Yoga Teacher B.P.Ed with Diploma in Yoga As per norms bbox=[513, 880, 664, 909]
body-leader: ਬਰਨਾਲਾ, 1 ਅਗਸਤ (ਰਾਜ ਪਨੇਸਰ)-ਸ਼੍ਰੋਮਣੀ ਅਕਾਲੀ ਦਲ ਦੇ ਸੀਨੀਅਰ ਆਗੂ ਨੇ ਪੱਤਰਕਾਰਾਂ ਨਾਲ ਗੱਲਬਾਤ ਕਰਦਿਆਂ ਕਿਹਾ ਕਿ ਸਰਕਾਰ ਵਲੋਂ ਕਿਸਾਨਾਂ ਨਾਲ ਕੀਤੇ ਵਾਅਦੇ ਪੂਰੇ ਨਹੀਂ ਕੀਤੇ ਗਏ। ਉਨ੍ਹਾਂ ਕਿਹਾ ਕਿ ਲੋਕ ਹੁਣ ਸਭ ਕੁਝ ਸਮਝ ਚੁੱਕੇ ਹਨ ਅਤੇ ਆਉਣ ਵਾਲੀਆਂ ਚੋਣਾਂ ਵਿਚ ਇਸ ਦਾ ਜਵਾਬ ਦੇਣਗੇ। ਉਨ੍ਹਾਂ ਕਿਹਾ ਕਿ ਪਾਰਟੀ ਹਮੇਸ਼ਾ ਕਿਸਾਨਾਂ ਅਤੇ ਮਜ਼ਦੂਰਾਂ ਦੇ ਹੱਕਾਂ ਲਈ ਲੜਦੀ ਆਈ ਹੈ ਅਤੇ ਅੱਗੇ ਵੀ ਲੜਦੀ ਰਹੇਗੀ। bbox=[590, 294, 668, 323]
body-gurmat-col1: ਬਰਨਾਲਾ, 1 ਅਗਸਤ-ਗੁਰਦੁਆਰਾ ਸਾਹਿਬ ਵਿਖੇ ਸ੍ਰੀ ਗੁਰੂ ਤੇਗ ਬਹਾਦਰ ਜੀ ਦੇ 350 ਸਾਲਾ ਸ਼ਹੀਦੀ ਦਿਹਾੜੇ ਨੂੰ ਸਮਰਪਿਤ ਗੁਰਮਤਿ ਸਮਾਗਮ ਕਰਵਾਇਆ ਗਿਆ। ਇਸ ਮੌਕੇ ਰਾਗੀ ਜਥਿਆਂ ਵਲੋਂ ਗੁਰਬਾਣੀ ਕੀਰਤਨ ਕੀਤਾ ਗਿਆ ਅਤੇ ਕਥਾਵਾਚਕਾਂ ਨੇ ਗੁਰੂ ਸਾਹਿਬ ਦੇ ਜੀਵਨ ਬਾਰੇ ਚਾਨਣਾ ਪਾਇਆ। ਸਮਾਗਮ ਵਿਚ ਵੱਡੀ ਗਿਣਤੀ ਵਿਚ ਸੰਗਤਾਂ ਨੇ ਹਾਜ਼ਰੀ ਭਰੀ। bbox=[252, 530, 347, 551]
photo-bvm-workshop bbox=[10, 820, 174, 932]
page-date: ਸ਼ਨਿਚਰਵਾਰ, 2 ਅਗਸਤ 2025 bbox=[340, 66, 426, 74]
print-line: 2 8 7 8 7 8 Barnala-A 8 4 4 8 8 8 8 2 8 8 7 8 8 Page 7 bbox=[6, 1, 100, 5]
edition-name: ਬਰਨਾਲਾ bbox=[212, 14, 342, 64]
table-row: 3 Art Teacher BFA / Diploma in Fine Arts As per norms bbox=[513, 938, 664, 967]
body-truck-col1: ਬਰਨਾਲਾ, 1 ਅਗਸਤ (ਗੁਰਪ੍ਰੀਤ ਸਿੰਘ ਲਾਡੀ)-ਟਰੱਕ ਅਪਰੇਟਰਾਂ ਦੀ ਇਕ ਮੀਟਿੰਗ ਹੋਈ ਜਿਸ ਵਿਚ ਯੂਨੀਅਨ ਦੇ ਮੌਜੂਦਾ ਪ੍ਰਧਾਨ ਦੀ ਕਾਰਗੁਜ਼ਾਰੀ ਉੱਤੇ ਸਵਾਲ ਉਠਾਏ ਗਏ। ਅਪਰੇਟਰਾਂ ਨੇ ਦੋਸ਼ ਲਾਇਆ ਕਿ ਪ੍ਰਧਾਨ ਵਲੋਂ ਮਨਮਰਜ਼ੀ ਦੇ ਫ਼ੈਸਲੇ ਲਏ ਜਾ ਰਹੇ ਹਨ ਜਿਸ ਨਾਲ ਯੂਨੀਅਨ ਨੂੰ ਨੁਕਸਾਨ ਹੋ ਰਿਹਾ ਹੈ। ਉਨ੍ਹਾਂ ਮੰਗ ਕੀਤੀ ਕਿ ਯੂਨੀਅਨ ਦੀ ਚੋਣ ਜਲਦੀ ਕਰਵਾਈ ਜਾਵੇ। bbox=[10, 656, 62, 693]
table-header: Sr. Post Eligibility Remuneration bbox=[513, 875, 664, 880]
body-town-col1: ਬਰਨਾਲਾ, 1 ਅਗਸਤ (ਅਸ਼ੋਕ ਭਾਰਤੀ)-ਟਾਊਨ ਇੰਟਰਨੈਸ਼ਨਲ ਸਕੂਲ ਦੇ ਵਿਦਿਆਰਥੀਆਂ ਨੇ ਜ਼ਿਲ੍ਹਾ ਪੱਧਰੀ ਖੇਡ ਮੁਕਾਬਲਿਆਂ ਵਿਚ ਸ਼ਾਨਦਾਰ ਪ੍ਰਦਰਸ਼ਨ ਕਰਦਿਆਂ ਚਾਂਦੀ ਦਾ ਤਗਮਾ ਜਿੱਤਿਆ। ਸਕੂਲ ਪਿ੍ੰਸੀਪਲ ਨੇ ਜੇਤੂ ਵਿਦਿਆਰਥੀਆਂ ਅਤੇ ਕੋਚ ਨੂੰ ਵਧਾਈ ਦਿੱਤੀ ਅਤੇ ਕਿਹਾ ਕਿ ਸਕੂਲ ਵਿਦਿਆਰਥੀਆਂ ਦੇ ਸਰਬਪੱਖੀ ਵਿਕਾਸ ਲਈ ਵਚਨਬੱਧ ਹੈ। bbox=[428, 398, 506, 423]
header-photo-tower bbox=[532, 12, 664, 82]
caption-ashram: ਤਿਉਹਾਰ ਮੌਕੇ ਹਾਜ਼ਰ ਬੀਬੀਆਂ ਅਤੇ ਪ੍ਰਬੰਧਕ। bbox=[428, 512, 498, 517]
photo-sidhu bbox=[178, 410, 248, 454]
body-ward-col2: ਬਰਨਾਲਾ, 1 ਅਗਸਤ (ਨਰਿੰਦਰ ਅਰੋੜਾ)-ਸ਼ਹਿਰ ਦੇ ਵਾਰਡ ਨੰਬਰ 23 ਵਿਚ ਗੰਦੇ ਪਾਣੀ ਦੀ ਨਿਕਾਸੀ ਨਾ ਹੋਣ ਕਾਰਨ ਮੁਹੱਲਾ ਵਾਸੀਆਂ ਨੂੰ ਭਾਰੀ ਪ੍ਰੇਸ਼ਾਨੀ ਦਾ ਸਾਹਮਣਾ ਕਰਨਾ ਪੈ ਰਿਹਾ ਹੈ। ਮੁਹੱਲਾ ਵਾਸੀਆਂ ਨੇ ਦੱਸਿਆ ਕਿ ਕਈ ਦਿਨਾਂ ਤੋਂ ਗਲੀਆਂ ਵਿਚ ਗੰਦਾ ਪਾਣੀ ਖੜ੍ਹਾ ਹੈ ਜਿਸ ਕਾਰਨ ਬਿਮਾਰੀਆਂ ਫੈਲਣ ਦਾ ਖ਼ਤਰਾ ਬਣਿਆ ਹੋਇਆ ਹੈ। ਉਨ੍ਹਾਂ ਨਗਰ ਕੌਂਸਲ ਤੋਂ ਮੰਗ ਕੀਤੀ ਕਿ ਇਸ ਸਮੱਸਿਆ ਦਾ ਜਲਦੀ ਹੱਲ ਕੀਤਾ ਜਾਵੇ। ਇਸ ਮੌਕੇ ਵੱਡੀ ਗਿਣਤੀ ਵਿਚ ਮੁਹੱਲਾ ਵਾਸੀ ਹਾਜ਼ਰ ਸਨ। bbox=[509, 215, 587, 248]
body-truck-col3: ਬਰਨਾਲਾ, 1 ਅਗਸਤ (ਗੁਰਪ੍ਰੀਤ ਸਿੰਘ ਲਾਡੀ)-ਟਰੱਕ ਅਪਰੇਟਰਾਂ ਦੀ ਇਕ ਮੀਟਿੰਗ ਹੋਈ ਜਿਸ ਵਿਚ ਯੂਨੀਅਨ ਦੇ ਮੌਜੂਦਾ ਪ੍ਰਧਾਨ ਦੀ ਕਾਰਗੁਜ਼ਾਰੀ ਉੱਤੇ ਸਵਾਲ ਉਠਾਏ ਗਏ। ਅਪਰੇਟਰਾਂ ਨੇ ਦੋਸ਼ ਲਾਇਆ ਕਿ ਪ੍ਰਧਾਨ ਵਲੋਂ ਮਨਮਰਜ਼ੀ ਦੇ ਫ਼ੈਸਲੇ ਲਏ ਜਾ ਰਹੇ ਹਨ ਜਿਸ ਨਾਲ ਯੂਨੀਅਨ ਨੂੰ ਨੁਕਸਾਨ ਹੋ ਰਿਹਾ ਹੈ। ਉਨ੍ਹਾਂ ਮੰਗ ਕੀਤੀ ਕਿ ਯੂਨੀਅਨ ਦੀ ਚੋਣ ਜਲਦੀ ਕਰਵਾਈ ਜਾਵੇ। bbox=[65, 727, 113, 768]
ad-pm-shri-school: PM SHRI SCHOOL, JAWAHAR NAVODAYA VIDYALAYA VPO: Dhanaula Road, Distt: Barnala (Punjab) PIN-148101 NOTICE FOR WALK-IN INTERVIEW PM SHRI School Jawahar Navodaya Vidyalaya Barnala invites applications for the following posts on purely contractual basis for the session 2025-26. Interested candidates may appear for walk-in interview with original documents. Sr. Post Eligibility Remuneration 1 Yoga Teacher B.P.Ed with Diploma in Yoga As per norms 2 Music Teacher Graduate in Music As per norms 3 Art Teacher BFA / Diploma in Fine Arts As per norms 4 Nurse GNM / B.Sc Nursing As per norms 5 Counsellor M.A. Psychology As per norms Principal Date: 01.08.2025 bbox=[509, 795, 668, 1070]
headline-truck-union: ਟਰੱਕ ਯੂਨੀਅਨ ਦਾ ਪ੍ਰਧਾਨ ਯੂਨੀਅਨ ਨੂੰ ਤਬਾਹ ਕਰਨ ਦੀ ਕਰ ਰਿਹਾ ਕੋਸ਼ਿਸ਼-ਧਰਮ ਸਿੰਘ bbox=[10, 617, 168, 657]
body-shravan-col3: ਬਰਨਾਲਾ, 1 ਅਗਸਤ (ਅਸ਼ੋਕ ਭਾਰਤੀ)-ਸ਼ਰਵਣ ਸਕੂਲ ਵਿਖੇ ਤੀਆਂ ਦਾ ਤਿਉਹਾਰ ਬੜੀ ਧੂਮਧਾਮ ਨਾਲ ਮਨਾਇਆ ਗਿਆ। ਵਿਦਿਆਰਥਣਾਂ ਨੇ bbox=[344, 680, 428, 689]
masthead-ajit: ਅਜੀਤ bbox=[342, 14, 462, 64]
body-football-col1: ਬਰਨਾਲਾ, 1 ਅਗਸਤ-ਬਾਬਾ ਗਾਂਧਾ ਸਿੰਘ ਸਕੂਲ ਵਿਖੇ ਜ਼ੋਨ ਪੱਧਰੀ ਫੁੱਟਬਾਲ ਮੁਕਾਬਲੇ ਕਰਵਾਏ ਗਏ ਜਿਨ੍ਹਾਂ ਵਿਚ ਵੱਖ-ਵੱਖ ਸਕੂਲਾਂ ਦੀਆਂ ਟੀਮਾਂ ਨੇ ਭਾਗ ਲਿਆ। ਫਾਈਨਲ ਮੁਕਾਬਲੇ ਵਿਚ ਮੇਜ਼ਬਾਨ ਸਕੂਲ ਦੀ ਟੀਮ ਨੇ ਜਿੱਤ ਪ੍ਰਾਪਤ ਕੀਤੀ। ਪ੍ਰਬੰਧਕਾਂ ਨੇ ਜੇਤੂ ਟੀਮਾਂ ਨੂੰ ਟਰਾਫ਼ੀਆਂ ਦੇ ਕੇ ਸਨਮਾਨਿਤ ਕੀਤਾ। bbox=[345, 928, 422, 949]
gate-arch bbox=[78, 48, 98, 82]
masthead-slug: ਅਜੀਤ ਦੇ ਗਰਿੱਡ bbox=[354, 5, 386, 11]
photo-gurmat-samagam bbox=[252, 410, 442, 520]
caption-sho: ਬੱਸ ਸਟੈਂਡ ਵਿਖੇ ਚੈਕਿੰਗ ਕਰਦੇ ਹੋਏ ਐੱਸ.ਐੱਚ.ਓ. ਤੇ ਪੁਲਿਸ ਮੁਲਾਜ਼ਮ। bbox=[10, 191, 113, 196]
headline-land-pooling: ਲੈਂਡ ਪੂਲਿੰਗ ਨੀਤੀ ਨੂੰ ਤੁਰੰਤ ਰੱਦ ਕੀਤਾ ਜਾਵੇ-ਸਿੱਧੂ bbox=[178, 386, 243, 399]
